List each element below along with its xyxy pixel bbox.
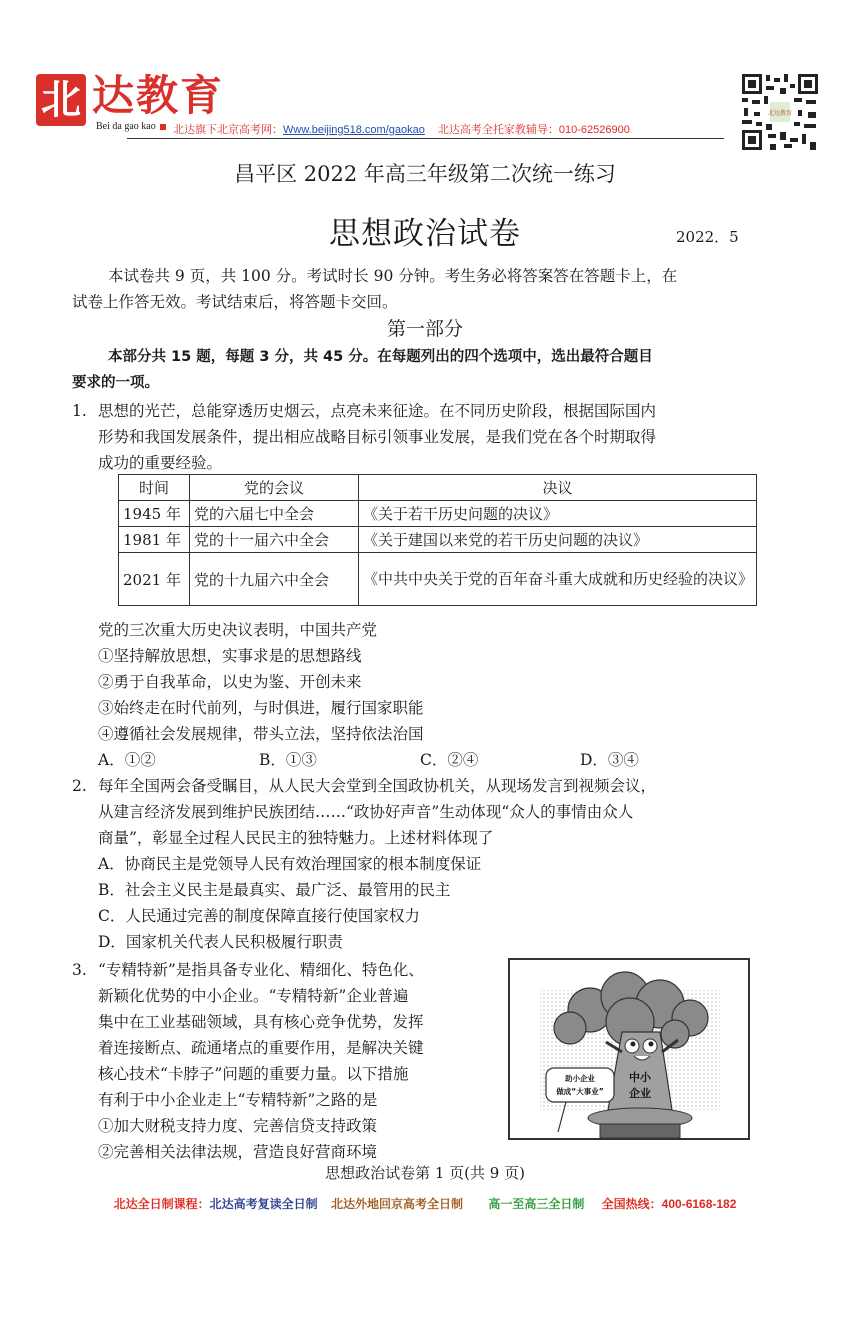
q2-option-d[interactable]: D．国家机关代表人民积极履行职责: [98, 933, 343, 951]
tree-cartoon-illustration: [510, 960, 748, 1138]
resolutions-table: [118, 474, 757, 606]
cell-meeting: 党的十一届六中全会: [190, 527, 359, 553]
q2-number: 2.: [72, 777, 87, 795]
logo-pinyin: [96, 121, 166, 132]
ad-hotline: 全国热线：400-6168-182: [601, 1197, 737, 1211]
q3-statement-1: ①加大财税支持力度、完善信贷支持政策: [98, 1117, 378, 1135]
cell-resolution: 《中共中央关于党的百年奋斗重大成就和历史经验的决议》: [359, 553, 757, 606]
q1-option-a[interactable]: A．①②: [98, 751, 156, 769]
cell-year: 1945 年: [119, 501, 190, 527]
col-header-time: 时间: [119, 475, 190, 501]
instructions-line-2: 试卷上作答无效。考试结束后，将答题卡交回。: [72, 293, 398, 311]
q3-stem-line-2: 新颖化优势的中小企业。“专精特新”企业普遍: [98, 987, 409, 1005]
header-links: [173, 121, 630, 137]
q3-statement-2: ②完善相关法律法规，营造良好营商环境: [98, 1143, 378, 1161]
ad-label: 北达全日制课程：: [113, 1197, 210, 1211]
q1-lead: 党的三次重大历史决议表明，中国共产党: [98, 621, 378, 639]
qr-code-icon[interactable]: [740, 72, 820, 152]
ad-footer: [0, 1195, 850, 1212]
q2-option-b[interactable]: B．社会主义民主是最真实、最广泛、最管用的民主: [98, 881, 451, 899]
q1-option-c[interactable]: C．②④: [420, 751, 479, 769]
tree-label-1: 中小: [629, 1071, 651, 1084]
q1-stem-line-2: 形势和我国发展条件，提出相应战略目标引领事业发展，是我们党在各个时期取得: [98, 428, 657, 446]
q3-stem-line-4: 着连接断点、疏通堵点的重要作用，是解决关键: [98, 1039, 424, 1057]
ad-item-1[interactable]: 北达高考复读全日制: [209, 1197, 318, 1211]
section-desc-line-1: 本部分共 15 题，每题 3 分，共 45 分。在每题列出的四个选项中，选出最符合题目: [108, 349, 653, 365]
logo-pinyin-text: Bei da gao kao: [96, 121, 156, 132]
section-desc-line-2: 要求的一项。: [72, 375, 159, 391]
speech-line-2: 做成“大事业”: [556, 1087, 604, 1096]
site-link[interactable]: Www.beijing518.com/gaokao: [283, 124, 425, 136]
cell-resolution: 《关于若干历史问题的决议》: [359, 501, 757, 527]
q1-statement-1: ①坚持解放思想，实事求是的思想路线: [98, 647, 362, 665]
logo-mark: 北: [36, 74, 86, 126]
table-header-row: [119, 475, 757, 501]
q2-option-a[interactable]: A．协商民主是党领导人民有效治理国家的根本制度保证: [98, 855, 482, 873]
q1-statement-4: ④遵循社会发展规律，带头立法，坚持依法治国: [98, 725, 424, 743]
q2-option-c[interactable]: C．人民通过完善的制度保障直接行使国家权力: [98, 907, 420, 925]
exam-subtitle: 昌平区 2022 年高三年级第二次统一练习: [234, 162, 616, 186]
col-header-resolution: 决议: [359, 475, 757, 501]
q2-stem-line-1: 每年全国两会备受瞩目，从人民大会堂到全国政协机关，从现场发言到视频会议，: [98, 777, 657, 795]
q3-number: 3.: [72, 961, 87, 979]
cell-resolution: 《关于建国以来党的若干历史问题的决议》: [359, 527, 757, 553]
ad-item-3[interactable]: 高一至高三全日制: [488, 1197, 585, 1211]
q3-stem-line-5: 核心技术“卡脖子”问题的重要力量。以下措施: [98, 1065, 409, 1083]
exam-title: 思想政治试卷: [329, 216, 521, 252]
cell-meeting: 党的十九届六中全会: [190, 553, 359, 606]
table-row: [119, 553, 757, 606]
speech-line-1: 助小企业: [565, 1074, 595, 1083]
page-number: 思想政治试卷第 1 页(共 9 页): [325, 1164, 525, 1182]
cell-meeting: 党的六届七中全会: [190, 501, 359, 527]
logo-text: 达教育: [92, 71, 225, 120]
q1-statement-2: ②勇于自我革命，以史为鉴、开创未来: [98, 673, 362, 691]
section-title: 第一部分: [386, 318, 463, 340]
cell-year: 2021 年: [119, 553, 190, 606]
q3-stem-line-1: “专精特新”是指具备专业化、精细化、特色化、: [98, 961, 424, 979]
qr-center-label: 北达教育: [767, 110, 793, 117]
cartoon-image: [508, 958, 750, 1140]
exam-date: 2022．5: [676, 228, 739, 246]
col-header-meeting: 党的会议: [190, 475, 359, 501]
q2-stem-line-2: 从建言经济发展到维护民族团结……“政协好声音”生动体现“众人的事情由众人: [98, 803, 634, 821]
square-bullet-icon: [160, 124, 166, 130]
table-row: [119, 501, 757, 527]
ad-item-2[interactable]: 北达外地回京高考全日制: [330, 1197, 463, 1211]
table-row: [119, 527, 757, 553]
q1-option-b[interactable]: B．①③: [259, 751, 317, 769]
q1-statement-3: ③始终走在时代前列，与时俱进，履行国家职能: [98, 699, 424, 717]
q1-stem-line-1: 思想的光芒，总能穿透历史烟云，点亮未来征途。在不同历史阶段，根据国际国内: [98, 402, 657, 420]
tutor-hotline: 北达高考全托家教辅导：010-62526900: [437, 124, 630, 136]
site-label: 北达旗下北京高考网：: [173, 124, 283, 136]
instructions-line-1: 本试卷共 9 页，共 100 分。考试时长 90 分钟。考生务必将答案答在答题卡上，在: [108, 267, 678, 285]
q2-stem-line-3: 商量”，彰显全过程人民民主的独特魅力。上述材料体现了: [98, 829, 494, 847]
q1-number: 1.: [72, 402, 87, 420]
q3-stem-line-6: 有利于中小企业走上“专精特新”之路的是: [98, 1091, 378, 1109]
q1-stem-line-3: 成功的重要经验。: [98, 454, 223, 472]
cell-year: 1981 年: [119, 527, 190, 553]
q1-option-d[interactable]: D．③④: [580, 751, 639, 769]
q3-stem-line-3: 集中在工业基础领域，具有核心竞争优势，发挥: [98, 1013, 424, 1031]
tree-label-2: 企业: [629, 1087, 651, 1100]
header-divider: [127, 138, 724, 139]
